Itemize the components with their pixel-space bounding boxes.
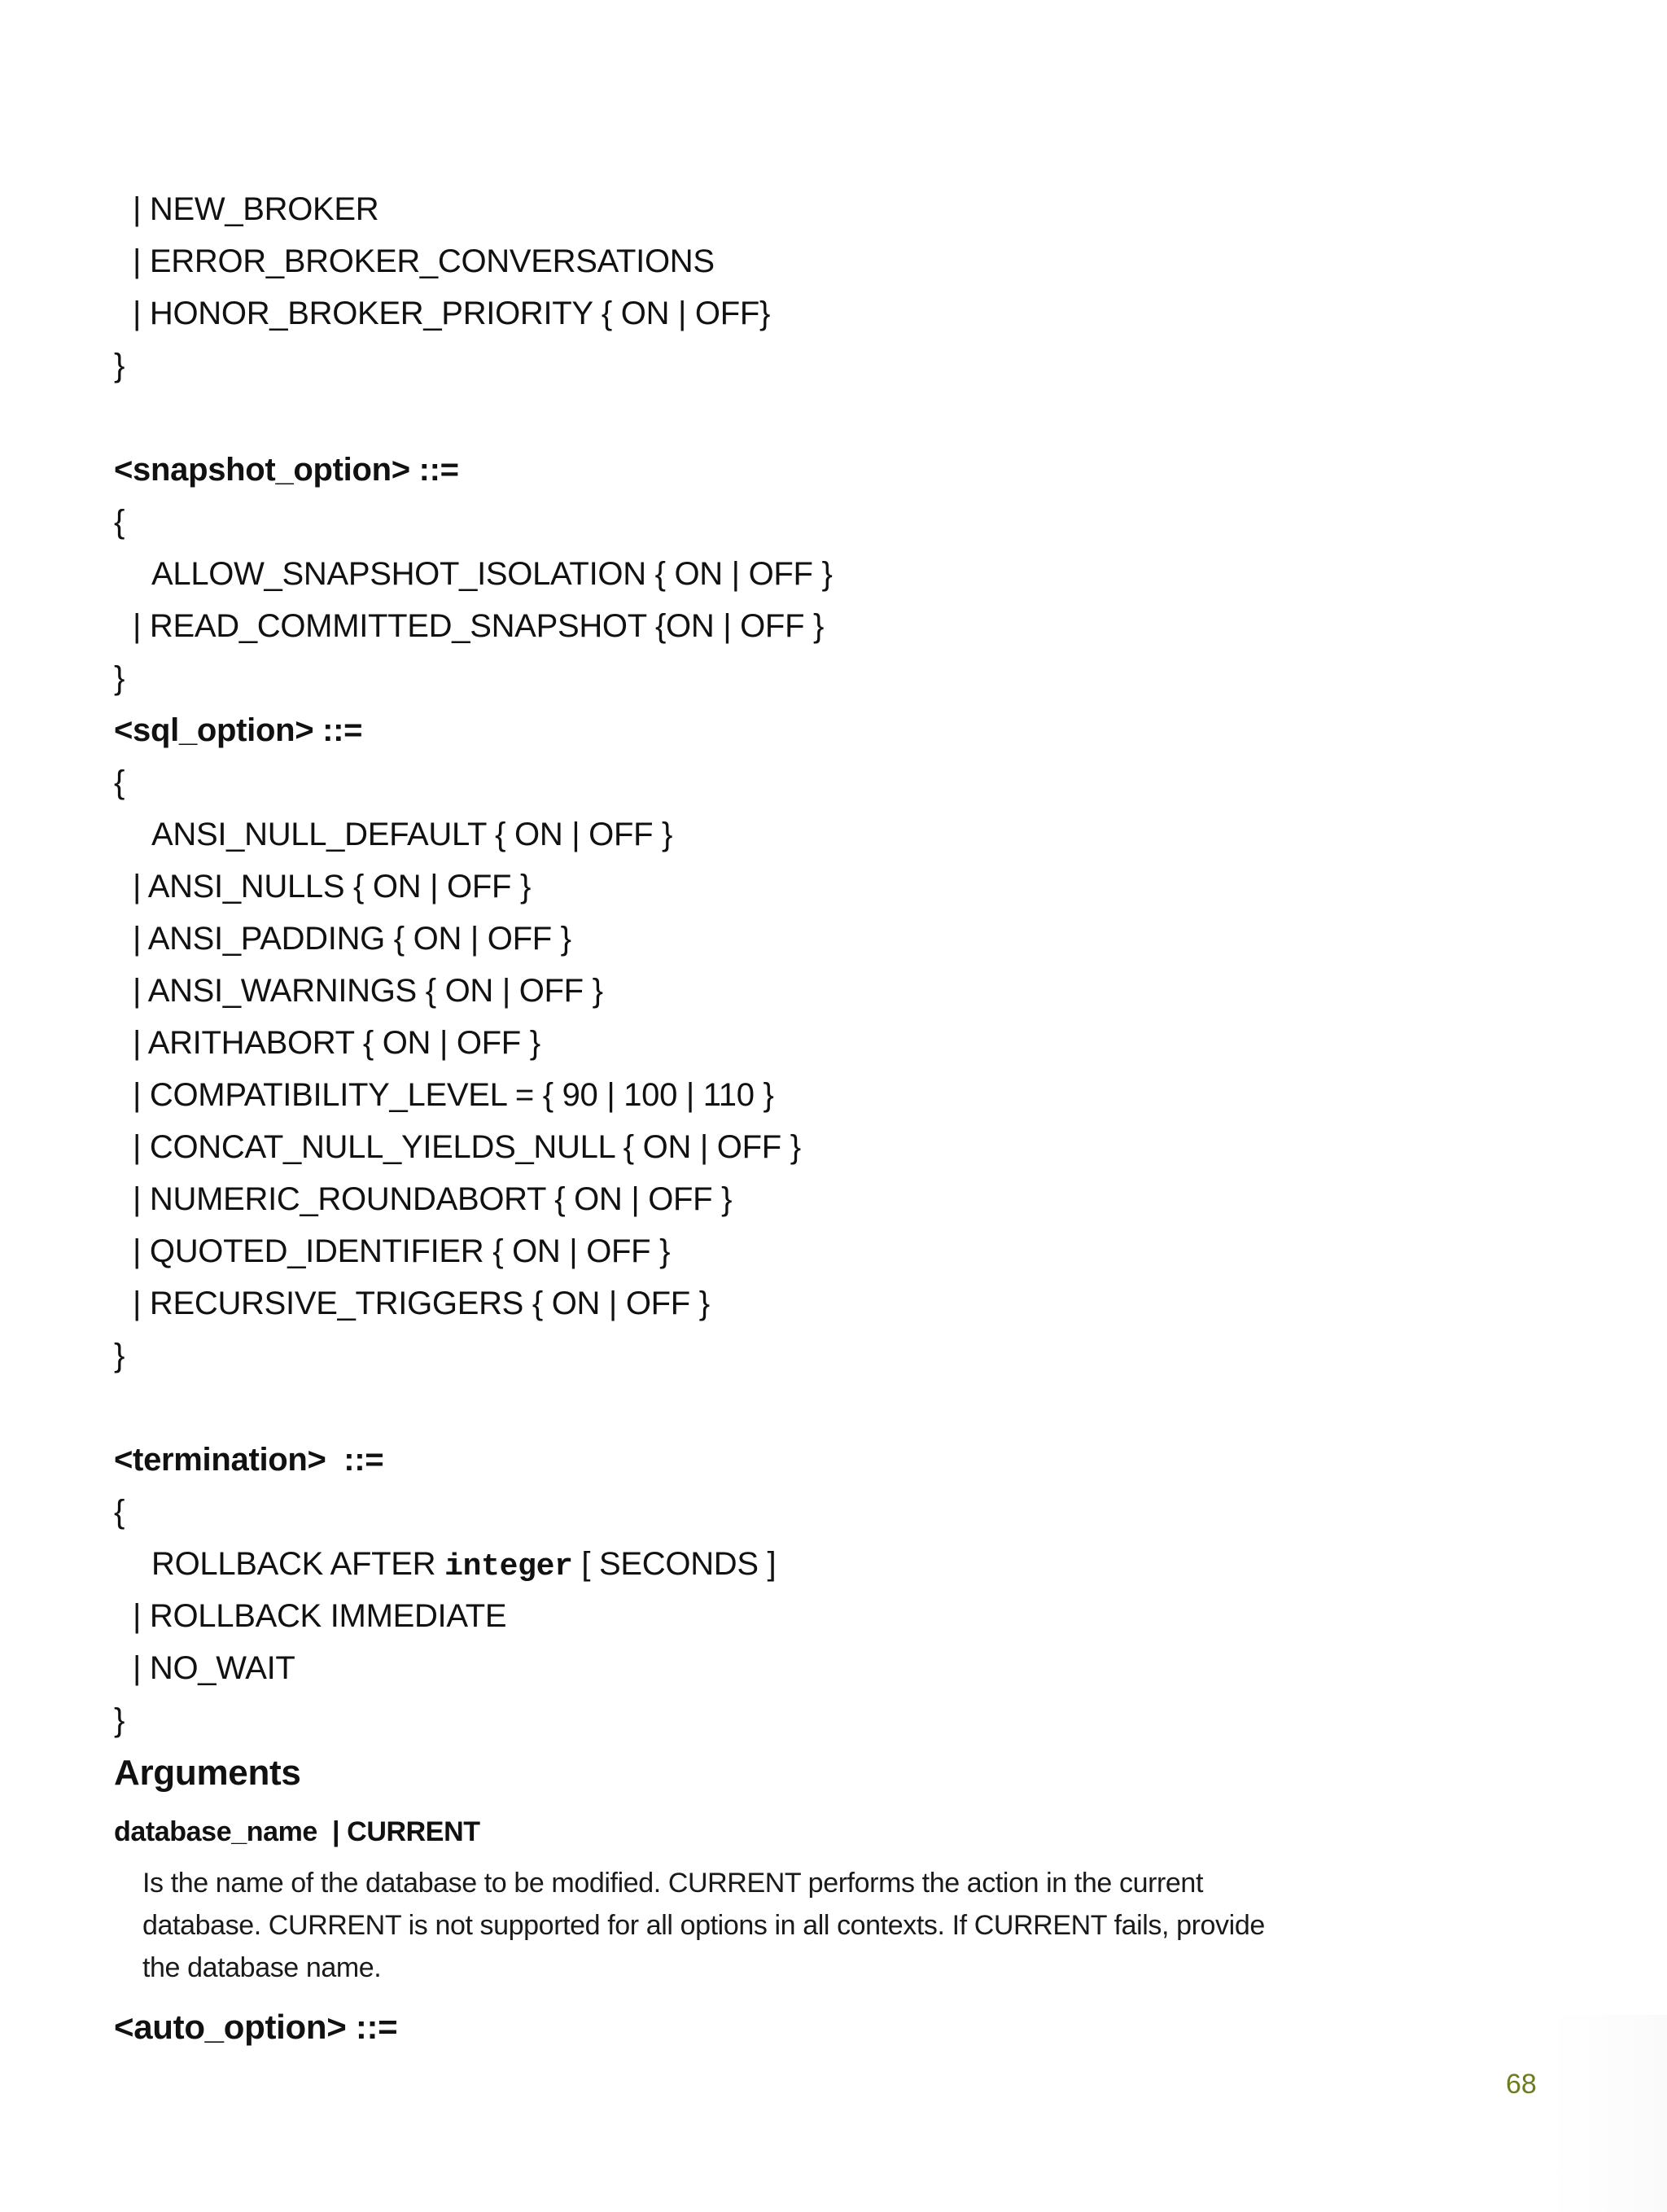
rollback-after-suffix: [ SECONDS ] bbox=[572, 1546, 777, 1582]
snapshot-option-header: <snapshot_option> ::= bbox=[114, 452, 459, 488]
syntax-line: ANSI_NULL_DEFAULT { ON | OFF } bbox=[151, 817, 673, 852]
opening-brace: { bbox=[114, 504, 125, 540]
syntax-line: | READ_COMMITTED_SNAPSHOT {ON | OFF } bbox=[133, 608, 825, 644]
termination-header: <termination> ::= bbox=[114, 1442, 384, 1478]
argument-description: Is the name of the database to be modified. CURRENT performs the action in the current database. CURRENT is not supported for all options in all contexts. If CURRENT fails, provide the database name. bbox=[142, 1868, 1265, 1983]
sql-option-header: <sql_option> ::= bbox=[114, 712, 363, 748]
rollback-after-prefix: ROLLBACK AFTER bbox=[151, 1546, 445, 1582]
syntax-line: | NUMERIC_ROUNDABORT { ON | OFF } bbox=[133, 1181, 733, 1217]
page-corner-shade bbox=[1551, 2015, 1667, 2212]
syntax-line: | CONCAT_NULL_YIELDS_NULL { ON | OFF } bbox=[133, 1129, 801, 1165]
syntax-line: ALLOW_SNAPSHOT_ISOLATION { ON | OFF } bbox=[151, 556, 833, 592]
syntax-line: | ROLLBACK IMMEDIATE bbox=[133, 1598, 507, 1634]
rollback-after-line bbox=[151, 1544, 776, 1587]
closing-brace: } bbox=[114, 1338, 125, 1373]
syntax-line: | ANSI_PADDING { ON | OFF } bbox=[133, 921, 571, 957]
syntax-line: | QUOTED_IDENTIFIER { ON | OFF } bbox=[133, 1233, 671, 1269]
page-number: 68 bbox=[1506, 2069, 1537, 2100]
closing-brace: } bbox=[114, 348, 125, 383]
auto-option-header: <auto_option> ::= bbox=[114, 2008, 398, 2046]
syntax-line: | ANSI_WARNINGS { ON | OFF } bbox=[133, 973, 603, 1009]
argument-term: database_name | CURRENT bbox=[114, 1816, 480, 1847]
syntax-line: | COMPATIBILITY_LEVEL = { 90 | 100 | 110 } bbox=[133, 1077, 774, 1113]
opening-brace: { bbox=[114, 1494, 125, 1530]
syntax-line: | ERROR_BROKER_CONVERSATIONS bbox=[133, 243, 715, 279]
syntax-line: | ARITHABORT { ON | OFF } bbox=[133, 1025, 540, 1061]
syntax-line: | RECURSIVE_TRIGGERS { ON | OFF } bbox=[133, 1286, 710, 1321]
arguments-heading: Arguments bbox=[114, 1753, 301, 1793]
syntax-line: | HONOR_BROKER_PRIORITY { ON | OFF} bbox=[133, 296, 771, 331]
opening-brace: { bbox=[114, 764, 125, 800]
syntax-line: | ANSI_NULLS { ON | OFF } bbox=[133, 869, 532, 905]
syntax-line: | NEW_BROKER bbox=[133, 191, 379, 227]
syntax-line: | NO_WAIT bbox=[133, 1650, 295, 1686]
integer-param: integer bbox=[444, 1549, 573, 1584]
closing-brace: } bbox=[114, 1702, 125, 1738]
closing-brace: } bbox=[114, 660, 125, 696]
